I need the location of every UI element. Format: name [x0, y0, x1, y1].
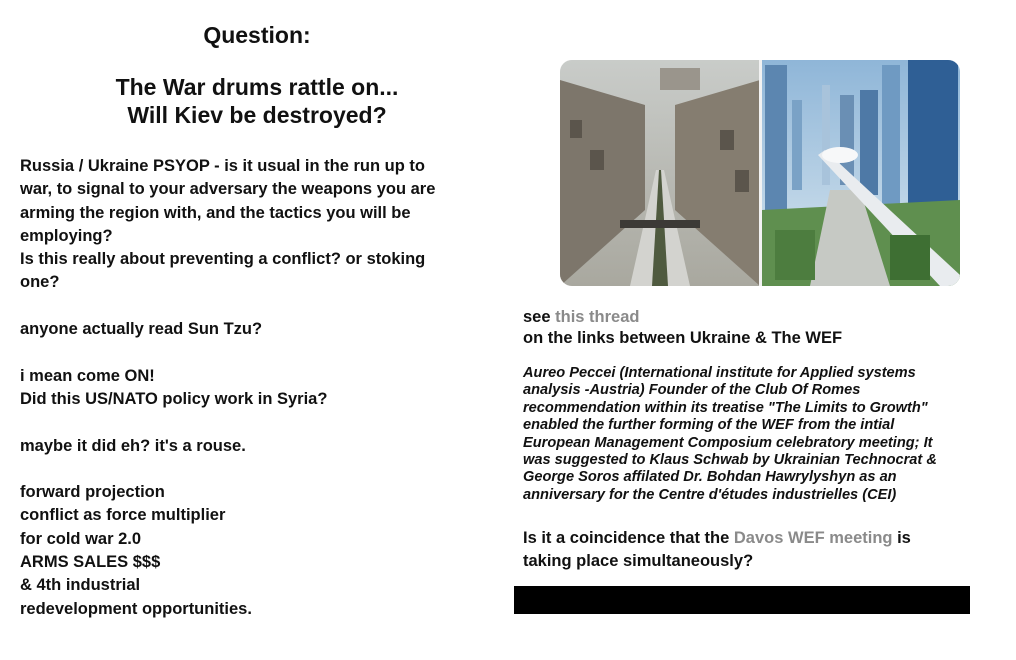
title-line-2: Will Kiev be destroyed? — [127, 102, 387, 128]
commentary-line: i mean come ON! — [20, 366, 155, 385]
commentary-line: anyone actually read Sun Tzu? — [20, 320, 263, 339]
commentary-line — [20, 411, 500, 434]
commentary-line: maybe it did eh? it's a rouse. — [20, 436, 246, 455]
question-suffix: is — [892, 529, 911, 547]
commentary-line: ARMS SALES $$$ — [20, 553, 161, 572]
wef-history-note — [523, 365, 993, 504]
left-commentary — [20, 155, 500, 621]
note-line: Aureo Peccei (International institute for Applied systems — [523, 365, 916, 381]
note-line: was suggested to Klaus Schwab by Ukrainian Technocrat & — [523, 452, 937, 469]
davos-link[interactable]: Davos WEF meeting — [733, 529, 893, 547]
commentary-line: conflict as force multiplier — [20, 506, 226, 525]
redaction-bar — [514, 586, 970, 614]
commentary-line: Did this US/NATO policy work in Syria? — [20, 389, 328, 408]
commentary-line: Russia / Ukraine PSYOP - is it usual in the run up to — [20, 157, 425, 175]
commentary-line — [20, 295, 500, 318]
note-line: enabled the further forming of the WEF from the intial — [523, 417, 895, 434]
question-label: Question: — [203, 22, 311, 48]
ruined-vs-future-city-image — [560, 60, 960, 286]
commentary-line: Is this really about preventing a conflict? or stoking — [20, 250, 426, 269]
see-prefix: see — [523, 308, 556, 326]
title-line-1: The War drums rattle on... — [115, 74, 399, 100]
commentary-line: one? — [20, 273, 60, 292]
note-line: European Management Composium celebratory meeting; It — [523, 434, 933, 451]
note-line: anniversary for the Centre d'études industrielles (CEI) — [523, 486, 897, 503]
commentary-line — [20, 341, 500, 364]
commentary-line: employing? — [20, 226, 113, 245]
note-line: recommendation within its treatise "The Limits to Growth" — [523, 399, 928, 416]
question-line-2: taking place simultaneously? — [523, 552, 754, 570]
question-prefix: Is it a coincidence that the — [523, 529, 734, 547]
note-line: analysis -Austria) Founder of the Club Of Romes — [523, 382, 861, 399]
coincidence-question — [523, 527, 993, 573]
commentary-line: forward projection — [20, 483, 165, 502]
commentary-line: redevelopment opportunities. — [20, 599, 252, 618]
note-line: George Soros affilated Dr. Bohdan Hawrylyshyn as an — [523, 469, 897, 486]
commentary-line — [20, 458, 500, 481]
thread-link[interactable]: this thread — [555, 308, 640, 326]
commentary-line: war, to signal to your adversary the weapons you are — [20, 180, 436, 199]
commentary-line: & 4th industrial — [20, 576, 141, 595]
links-line: on the links between Ukraine & The WEF — [523, 329, 843, 347]
commentary-line: for cold war 2.0 — [20, 529, 142, 548]
thread-reference — [523, 307, 993, 349]
commentary-line: arming the region with, and the tactics you will be — [20, 203, 411, 222]
